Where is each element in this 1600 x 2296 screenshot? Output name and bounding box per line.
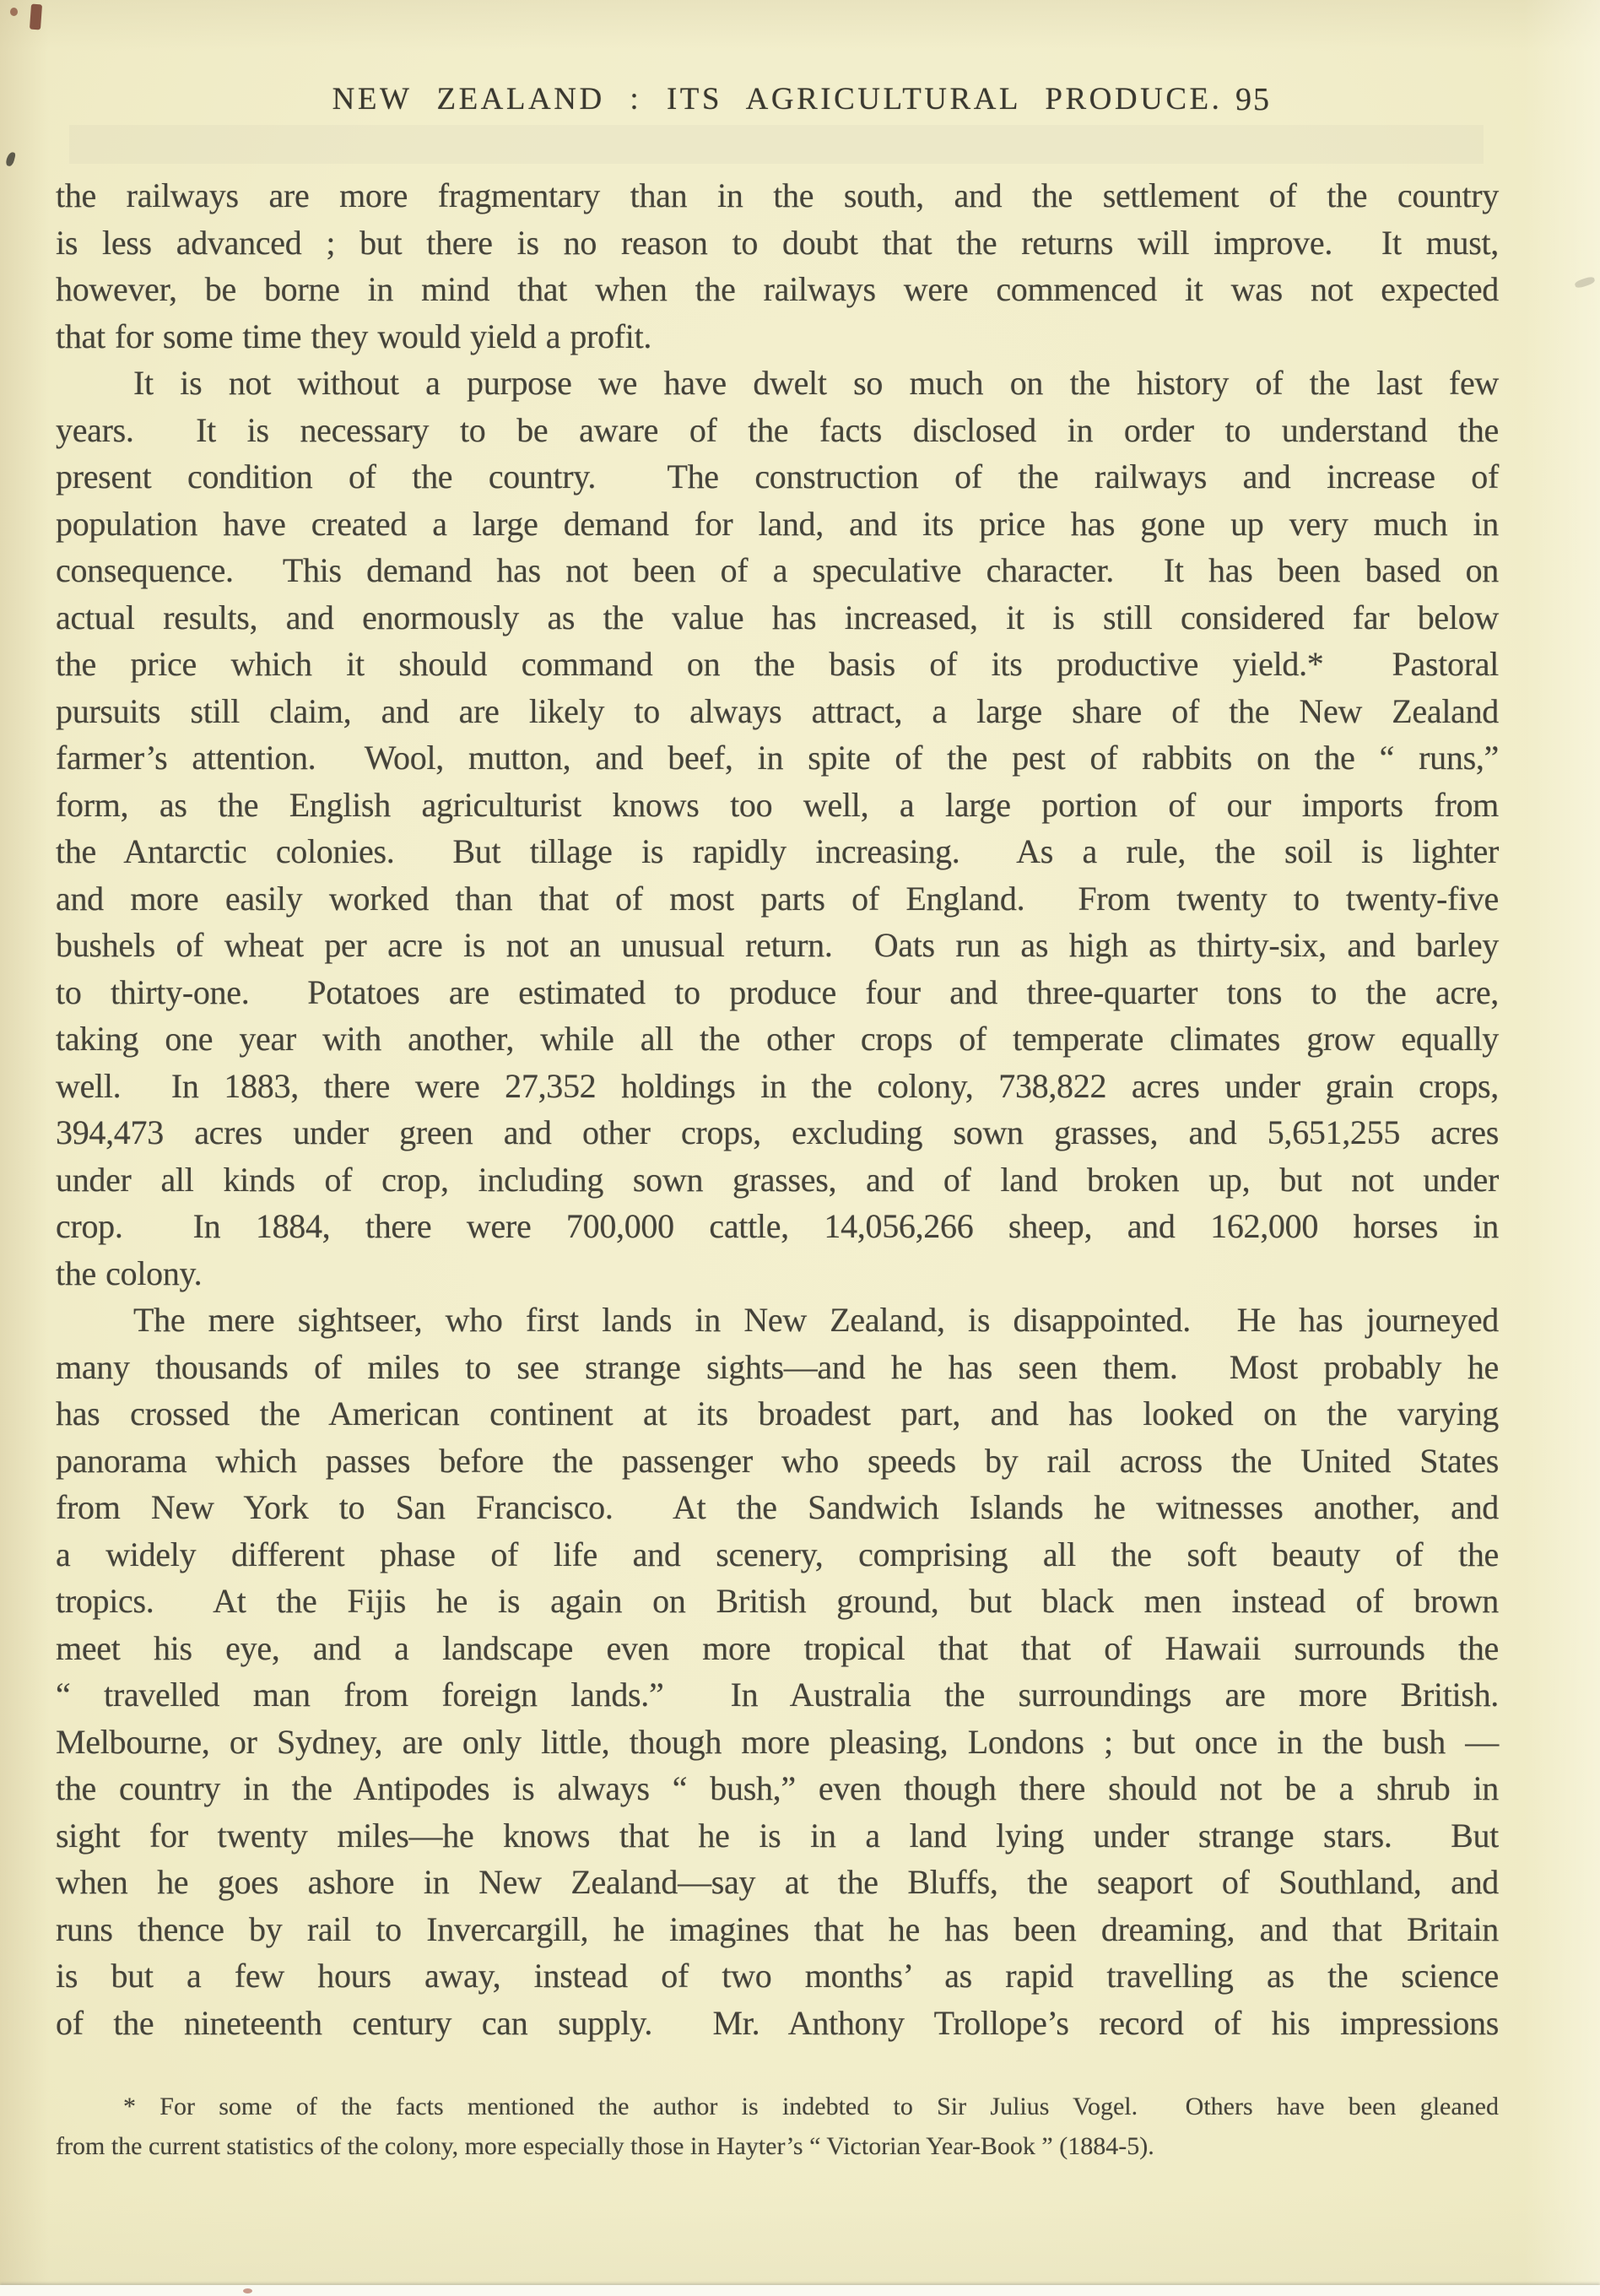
text-line: form, as the English agriculturist knows too well, a large portion of our imports from <box>56 785 1499 824</box>
paragraph <box>56 172 1499 360</box>
text-line: the Antarctic colonies. But tillage is rapidly increasing. As a rule, the soil is lighter <box>56 832 1499 870</box>
text-line: The mere sightseer, who first lands in New Zealand, is disappointed. He has journeyed <box>133 1301 1499 1339</box>
text-line: under all kinds of crop, including sown grasses, and of land broken up, but not under <box>56 1160 1499 1199</box>
text-line: taking one year with another, while all the other crops of temperate climates grow equally <box>56 1020 1499 1058</box>
text-line: meet his eye, and a landscape even more tropical that that of Hawaii surrounds the <box>56 1628 1499 1667</box>
scan-bottom-red-dot <box>243 2288 252 2293</box>
text-line: sight for twenty miles—he knows that he is in a land lying under strange stars. But <box>56 1816 1499 1855</box>
text-line: the colony. <box>56 1254 203 1292</box>
text-line: is less advanced ; but there is no reason to doubt that the returns will improve. It must, <box>56 223 1499 262</box>
text-line: “ travelled man from foreign lands.” In Australia the surroundings are more British. <box>56 1676 1499 1714</box>
text-line: has crossed the American continent at its broadest part, and has looked on the varying <box>56 1394 1499 1432</box>
page-body-text <box>56 172 1499 2046</box>
page-header-title: NEW ZEALAND : ITS AGRICULTURAL PRODUCE. <box>332 82 1223 116</box>
text-line: is but a few hours away, instead of two months’ as rapid travelling as the science <box>56 1957 1499 1995</box>
text-line: Melbourne, or Sydney, are only little, though more pleasing, Londons ; but once in the bush — <box>56 1722 1499 1761</box>
text-line: actual results, and enormously as the value has increased, it is still considered far below <box>56 598 1499 636</box>
text-line: tropics. At the Fijis he is again on British ground, but black men instead of brown <box>56 1582 1499 1620</box>
text-line: that for some time they would yield a profit. <box>56 317 652 355</box>
text-line: to thirty-one. Potatoes are estimated to produce four and three-quarter tons to the acre, <box>56 972 1499 1011</box>
text-line: and more easily worked than that of most parts of England. From twenty to twenty-five <box>56 879 1499 918</box>
text-line: population have created a large demand for land, and its price has gone up very much in <box>56 504 1499 543</box>
text-line: many thousands of miles to see strange sights—and he has seen them. Most probably he <box>56 1347 1499 1386</box>
scan-artifact-band <box>69 125 1484 164</box>
text-line: of the nineteenth century can supply. Mr. Anthony Trollope’s record of his impressions <box>56 2003 1499 2042</box>
text-line: panorama which passes before the passenger who speeds by rail across the United States <box>56 1441 1499 1480</box>
text-line: runs thence by rail to Invercargill, he imagines that he has been dreaming, and that Britain <box>56 1909 1499 1948</box>
text-line: however, be borne in mind that when the railways were commenced it was not expected <box>56 270 1499 308</box>
text-line: well. In 1883, there were 27,352 holdings in the colony, 738,822 acres under grain crops, <box>56 1066 1499 1105</box>
text-line: when he goes ashore in New Zealand—say at the Bluffs, the seaport of Southland, and <box>56 1863 1499 1901</box>
text-line: pursuits still claim, and are likely to always attract, a large share of the New Zealand <box>56 691 1499 730</box>
text-line: from New York to San Francisco. At the Sandwich Islands he witnesses another, and <box>56 1488 1499 1526</box>
text-line: the country in the Antipodes is always “ bush,” even though there should not be a shrub in <box>56 1769 1499 1807</box>
footnote <box>56 2087 1499 2166</box>
footnote-line: * For some of the facts mentioned the author is indebted to Sir Julius Vogel. Others have been gleaned <box>123 2093 1499 2120</box>
text-line: present condition of the country. The construction of the railways and increase of <box>56 458 1499 495</box>
text-line: It is not without a purpose we have dwelt so much on the history of the last few <box>133 364 1499 402</box>
text-line: 394,473 acres under green and other crops, excluding sown grasses, and 5,651,255 acres <box>56 1113 1499 1151</box>
scan-bottom-edge <box>0 2285 1600 2296</box>
scan-corner-ink-dot <box>10 8 18 16</box>
footnote-line: from the current statistics of the colony, more especially those in Hayter’s “ Victorian Year-Book ” (1884-5). <box>56 2132 1154 2160</box>
text-line: years. It is necessary to be aware of the facts disclosed in order to understand the <box>56 410 1499 449</box>
scan-left-margin-ink-speck <box>5 151 16 167</box>
text-line: bushels of wheat per acre is not an unusual return. Oats run as high as thirty-six, and barley <box>56 926 1499 964</box>
page-number: 95 <box>1235 82 1271 117</box>
text-line: the price which it should command on the basis of its productive yield.* Pastoral <box>56 645 1499 683</box>
paragraph <box>56 1297 1499 2046</box>
text-line: crop. In 1884, there were 700,000 cattle, 14,056,266 sheep, and 162,000 horses in <box>56 1207 1499 1245</box>
text-line: the railways are more fragmentary than in the south, and the settlement of the country <box>56 176 1499 214</box>
scan-corner-ink-mark <box>30 4 42 30</box>
text-line: a widely different phase of life and scenery, comprising all the soft beauty of the <box>56 1535 1499 1573</box>
text-line: consequence. This demand has not been of a speculative character. It has been based on <box>56 551 1499 589</box>
running-header <box>56 81 1499 125</box>
text-line: farmer’s attention. Wool, mutton, and beef, in spite of the pest of rabbits on the “ runs,” <box>56 739 1499 777</box>
scan-right-edge-mark <box>1574 276 1596 290</box>
paragraph <box>56 360 1499 1297</box>
